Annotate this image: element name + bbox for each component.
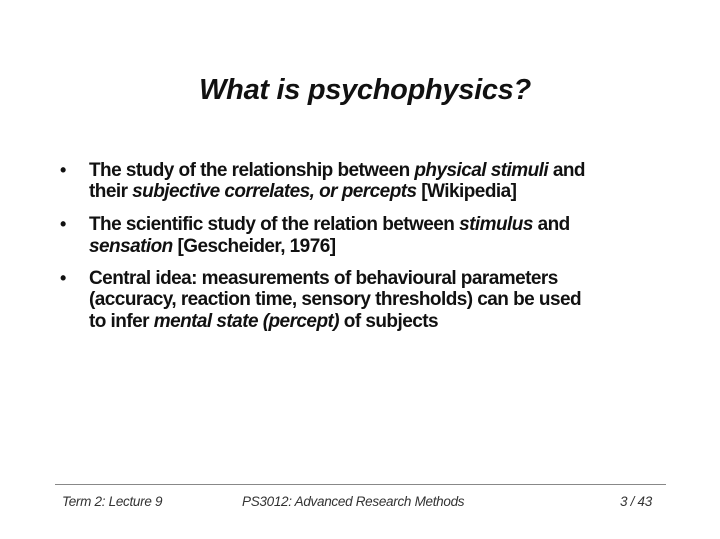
bullet-text-line <box>89 214 570 236</box>
text-segment: to infer <box>89 311 154 332</box>
bullet-text-line <box>89 160 585 182</box>
bullet-text-line <box>89 236 336 258</box>
emphasis-text: subjective correlates, or percepts <box>132 181 417 202</box>
text-segment: and <box>548 160 585 181</box>
emphasis-text: stimulus <box>459 214 533 235</box>
text-segment: of subjects <box>339 311 439 332</box>
text-segment: [Gescheider, 1976] <box>172 236 336 257</box>
bullet-text-line <box>89 289 581 311</box>
text-segment: [Wikipedia] <box>416 181 517 202</box>
footer-page-number: 3 / 43 <box>620 494 652 509</box>
emphasis-text: mental state (percept) <box>153 311 340 332</box>
bullet-icon: • <box>60 160 67 180</box>
emphasis-text: physical stimuli <box>414 160 549 181</box>
emphasis-text: sensation <box>89 236 173 257</box>
footer-lecture: Term 2: Lecture 9 <box>62 494 163 509</box>
footer-divider <box>55 484 666 485</box>
text-segment: their <box>89 181 133 202</box>
text-segment: The study of the relationship between <box>89 160 415 181</box>
footer-course: PS3012: Advanced Research Methods <box>242 494 465 509</box>
slide-title: What is psychophysics? <box>199 74 531 106</box>
bullet-text-line <box>89 268 558 290</box>
bullet-icon: • <box>60 268 67 288</box>
text-segment: Central idea: measurements of behavioural parameters <box>89 268 558 289</box>
text-segment: The scientific study of the relation between <box>89 214 460 235</box>
bullet-text-line <box>89 311 438 333</box>
text-segment: (accuracy, reaction time, sensory thresholds) can be used <box>89 289 582 310</box>
text-segment: and <box>532 214 570 235</box>
bullet-icon: • <box>60 214 67 234</box>
bullet-text-line <box>89 181 516 203</box>
